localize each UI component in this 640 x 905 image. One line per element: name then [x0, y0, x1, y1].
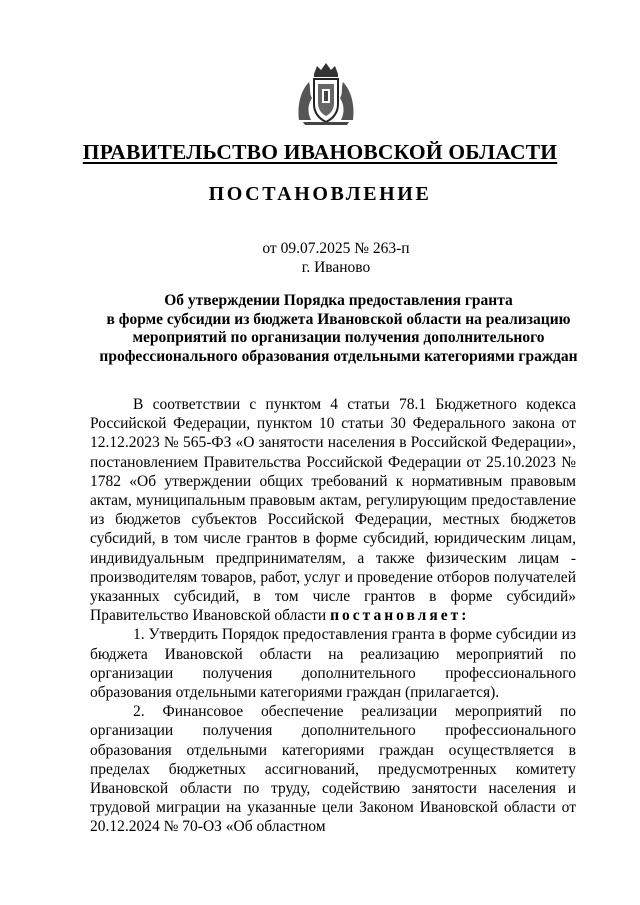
coat-of-arms-icon	[295, 60, 357, 126]
item-1-paragraph: 1. Утвердить Порядок предоставления гранта в форме субсидии из бюджета Ивановской области на реализацию мероприятий по организации получения дополнительного профессионального образования отдельными категориями граждан (прилагается).	[90, 626, 576, 702]
preamble-text: В соответствии с пунктом 4 статьи 78.1 Бюджетного кодекса Российской Федерации, пунктом 10 статьи 30 Федерального закона от 12.12.2023 № 565-ФЗ «О занятости населения в Российской Федерации», постановлением Правительства Российской Федерации от 25.10.2023 № 1782 «Об утверждении общих требований к нормативным правовым актам, муниципальным правовым актам, регулирующим предоставление из бюджетов субъектов Российской Федерации, местных бюджетов субсидий, в том числе грантов в форме субсидий, юридическим лицам, индивидуальным предпринимателям, а также физическим лицам - производителям товаров, работ, услуг и проведение отборов получателей указанных субсидий, в том числе грантов в форме субсидий» Правительство Ивановской области	[90, 396, 576, 625]
date-number: от 09.07.2025 № 263-п	[262, 240, 410, 257]
organization-name-text: ПРАВИТЕЛЬСТВО ИВАНОВСКОЙ ОБЛАСТИ	[82, 140, 558, 164]
organization-name	[0, 140, 640, 165]
preamble-paragraph	[90, 395, 576, 625]
item-2-paragraph: 2. Финансовое обеспечение реализации мероприятий по организации получения дополнительного профессионального образования отдельными категориями граждан осуществляется в пределах бюджетных ассигнований, предусмотренных комитету Ивановской области по труду, содействию занятости населения и трудовой миграции на указанные цели Законом Ивановской области от 20.12.2024 № 70-ОЗ «Об областном	[90, 703, 576, 836]
document-title	[90, 292, 587, 366]
decree-colon: :	[461, 607, 467, 625]
date-number-block	[0, 239, 640, 277]
title-line: Об утверждении Порядка предоставления гранта	[164, 292, 513, 309]
title-line: в форме субсидии из бюджета Ивановской области на реализацию	[106, 310, 571, 328]
title-line: мероприятий по организации получения дополнительного	[132, 329, 545, 346]
city: г. Иваново	[301, 259, 371, 276]
decree-word: постановляет	[330, 607, 462, 625]
document-body	[90, 395, 576, 837]
title-line: профессионального образования отдельными категориями граждан	[99, 347, 578, 365]
document-type: ПОСТАНОВЛЕНИЕ	[208, 183, 432, 205]
